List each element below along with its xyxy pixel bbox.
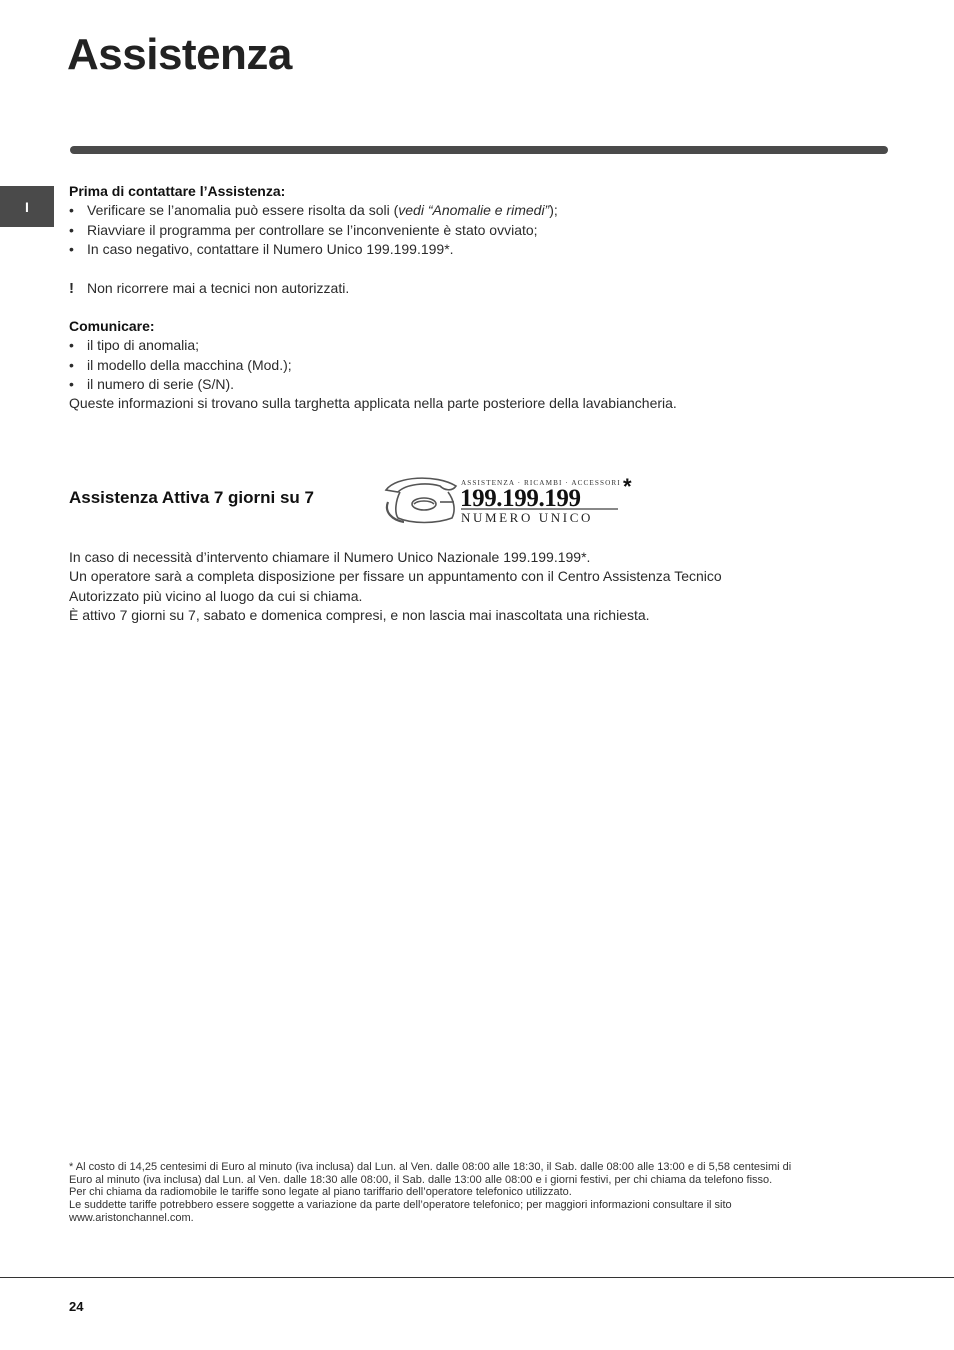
logo-asterisk: * [623,474,632,499]
footer-divider [0,1277,954,1278]
active-assistance-paragraph [69,548,889,625]
paragraph-line: Autorizzato più vicino al luogo da cui si chiama. [69,587,363,604]
communicate-note: Queste informazioni si trovano sulla targhetta applicata nella parte posteriore della lavabiancheria. [69,395,677,412]
before-contact-heading: Prima di contattare l’Assistenza: [69,183,286,199]
list-item: • In caso negativo, contattare il Numero Unico 199.199.199*. [69,240,889,259]
active-assistance-heading: Assistenza Attiva 7 giorni su 7 [69,488,314,507]
before-contact-list [69,201,889,259]
warning-note [69,279,907,298]
paragraph-line: In caso di necessità d’intervento chiamare il Numero Unico Nazionale 199.199.199*. [69,549,591,565]
list-item: • il tipo di anomalia; [69,336,889,355]
page-number: 24 [69,1299,84,1314]
telephone-icon [386,478,456,522]
list-item: • Riavviare il programma per controllare se l’inconveniente è stato ovviato; [69,221,889,240]
paragraph-line: È attivo 7 giorni su 7, sabato e domenica compresi, e non lascia mai inascoltata una richiesta. [69,606,650,623]
footnote-line: Euro al minuto (iva inclusa) dal Lun. al Ven. dalle 18:30 alle 08:00, il Sab. dalle 13:00 alle 08:00 e i giorni festivi, per chi chiama da telefono fisso. [69,1173,773,1186]
page-title: Assistenza [67,30,292,79]
footnote-line: Per chi chiama da radiomobile le tariffe sono legate al piano tariffario dell’operatore telefonico utilizzato. [69,1186,572,1199]
logo-number: 199.199.199 [460,485,581,512]
paragraph-line: Un operatore sarà a completa disposizione per fissare un appuntamento con il Centro Assistenza Tecnico [69,568,722,585]
title-divider [70,146,888,154]
language-tab [0,186,54,227]
list-item: • il modello della macchina (Mod.); [69,356,889,375]
communicate-section [69,317,889,413]
logo-subtitle: NUMERO UNICO [461,510,593,525]
footnote-line: Le suddette tariffe potrebbero essere soggette a variazione da parte dell’operatore telefonico; per maggiori informazioni consultare il sito [69,1199,732,1212]
footnote-line: * Al costo di 14,25 centesimi di Euro al minuto (iva inclusa) dal Lun. al Ven. dalle 08:00 alle 18:30, il Sab. dalle 08:00 alle 13:00 e di 5,58 centesimi di [69,1161,792,1173]
warning-text: Non ricorrere mai a tecnici non autorizzati. [87,280,350,296]
list-item: • il numero di serie (S/N). [69,375,889,394]
footnote [69,1161,889,1225]
cross-reference: vedi “Anomalie e rimedi” [398,202,550,219]
communicate-heading: Comunicare: [69,318,155,334]
exclamation-icon: ! [69,280,74,297]
list-item: • Verificare se l’anomalia può essere risolta da soli (vedi “Anomalie e rimedi”); [69,201,889,220]
logo-tagline: ASSISTENZA · RICAMBI · ACCESSORI [461,479,621,487]
footnote-line: www.aristonchannel.com. [69,1211,194,1224]
communicate-list [69,336,889,394]
language-tab-label: I [25,198,29,215]
before-contact-section [69,182,889,259]
numero-unico-logo [378,472,640,528]
